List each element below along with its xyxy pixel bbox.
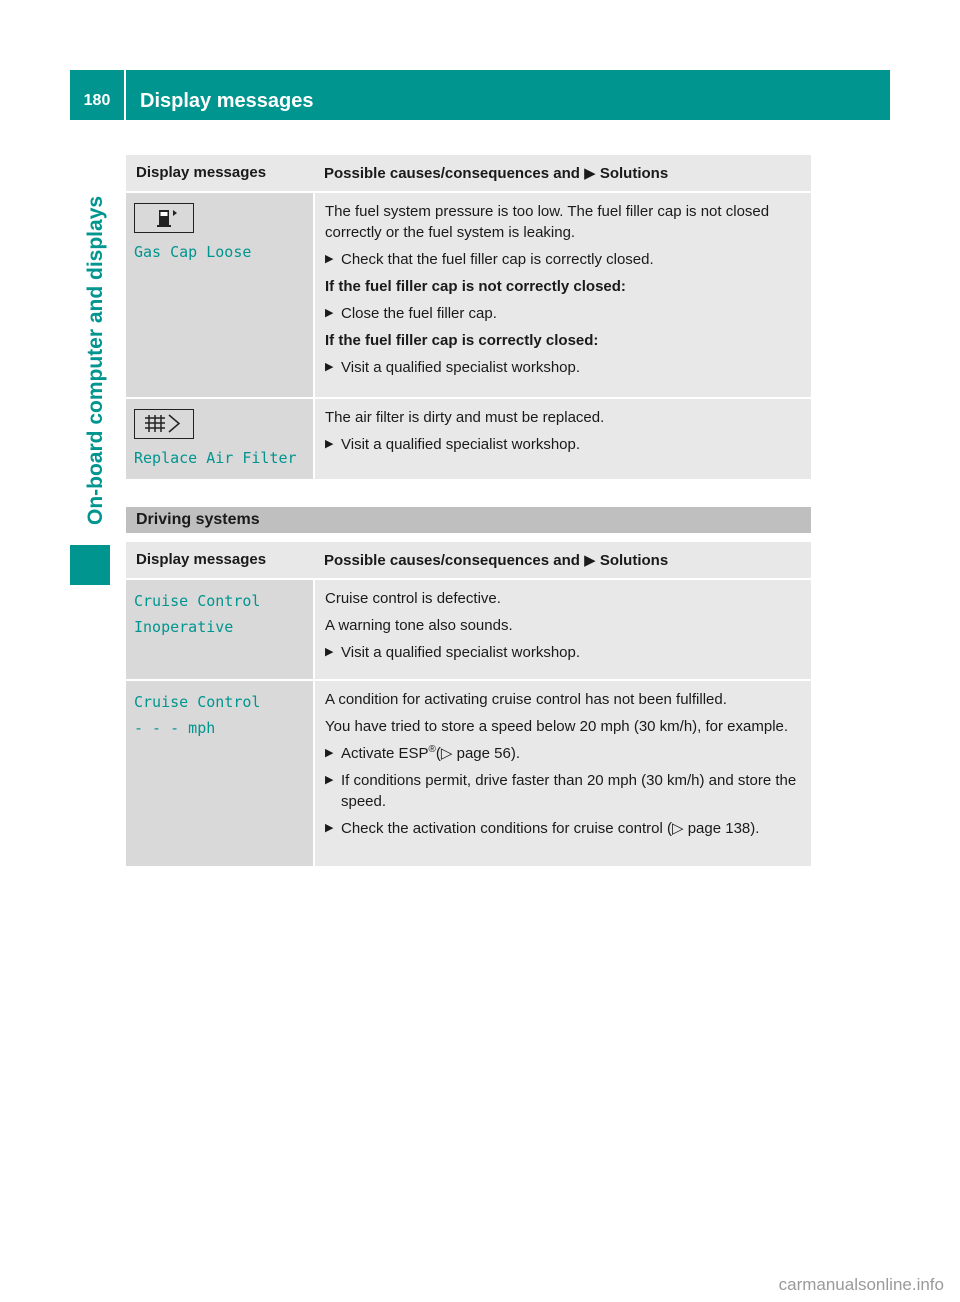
page-reference: (▷ page 56). <box>435 745 521 762</box>
solution-cell <box>314 680 811 866</box>
column-header-display-messages: Display messages <box>126 542 314 579</box>
solution-step <box>325 434 801 455</box>
solution-step <box>325 743 801 764</box>
step-text: Close the fuel filler cap. <box>341 305 497 322</box>
message-text: Gas Cap Loose <box>134 243 252 261</box>
message-text: Replace Air Filter <box>134 449 297 467</box>
step-arrow-icon: ▶ <box>325 438 334 450</box>
step-arrow-icon: ▶ <box>325 774 334 786</box>
solution-step <box>325 303 801 324</box>
table-row <box>126 680 811 866</box>
message-text-line1: Cruise Control <box>134 693 261 711</box>
page-header <box>70 70 890 120</box>
table-header-row <box>126 542 811 579</box>
table-row <box>126 398 811 479</box>
air-filter-icon <box>134 409 194 439</box>
cause-text: The air filter is dirty and must be replaced. <box>325 409 605 426</box>
step-arrow-icon: ▶ <box>325 361 334 373</box>
step-text: If conditions permit, drive faster than 20 mph (30 km/h) and store the speed. <box>341 772 797 810</box>
display-messages-table <box>126 155 811 479</box>
solution-cell <box>314 579 811 680</box>
column-header-solutions-text: Solutions <box>599 552 669 569</box>
watermark-text: carmanualsonline.info <box>778 1275 944 1294</box>
page-title: Display messages <box>140 89 314 112</box>
step-arrow-icon: ▶ <box>325 307 334 319</box>
cause-text: You have tried to store a speed below 20 mph (30 km/h), for example. <box>325 718 789 735</box>
table-row <box>126 192 811 398</box>
solutions-arrow-icon: ▶ <box>584 165 596 182</box>
page-number: 180 <box>70 70 126 120</box>
step-text: Check the activation conditions for cruise control (▷ page 138). <box>341 820 760 837</box>
message-text-line1: Cruise Control <box>134 592 261 610</box>
step-arrow-icon: ▶ <box>325 646 334 658</box>
column-header-display-messages: Display messages <box>126 155 314 192</box>
column-header-causes-text: Possible causes/consequences and <box>324 165 580 182</box>
step-arrow-icon: ▶ <box>325 253 334 265</box>
column-header-causes-solutions <box>314 155 811 192</box>
solutions-arrow-icon: ▶ <box>584 552 596 569</box>
step-text <box>341 743 520 764</box>
column-header-solutions-text: Solutions <box>599 165 669 182</box>
table-row <box>126 579 811 680</box>
fuel-pump-icon <box>134 203 194 233</box>
step-text: Visit a qualified specialist workshop. <box>341 359 581 376</box>
chapter-marker <box>70 545 110 585</box>
step-text: Check that the fuel filler cap is correctly closed. <box>341 251 654 268</box>
step-text: Visit a qualified specialist workshop. <box>341 644 581 661</box>
cause-text: A warning tone also sounds. <box>325 617 513 634</box>
column-header-causes-text: Possible causes/consequences and <box>324 552 580 569</box>
registered-mark: ® <box>428 744 436 755</box>
condition-heading: If the fuel filler cap is not correctly closed: <box>325 278 626 295</box>
solution-cell <box>314 192 811 398</box>
solution-step <box>325 642 801 663</box>
message-cell <box>126 680 314 866</box>
cause-text: Cruise control is defective. <box>325 590 501 607</box>
step-text: Visit a qualified specialist workshop. <box>341 436 581 453</box>
solution-step <box>325 818 801 839</box>
column-header-causes-solutions <box>314 542 811 579</box>
solution-step <box>325 357 801 378</box>
condition-heading: If the fuel filler cap is correctly closed: <box>325 332 599 349</box>
message-text-line2: - - - mph <box>134 719 216 737</box>
driving-systems-table <box>126 542 811 866</box>
solution-step <box>325 770 801 812</box>
step-arrow-icon: ▶ <box>325 747 334 759</box>
solution-step <box>325 249 801 270</box>
cause-text: A condition for activating cruise control has not been fulfilled. <box>325 691 727 708</box>
step-text-part: Activate ESP <box>341 745 429 762</box>
message-cell <box>126 398 314 479</box>
solution-cell <box>314 398 811 479</box>
table-header-row <box>126 155 811 192</box>
message-text-line2: Inoperative <box>134 618 234 636</box>
section-heading: Driving systems <box>126 507 811 533</box>
chapter-side-label: On-board computer and displays <box>84 195 107 525</box>
message-cell <box>126 192 314 398</box>
message-cell <box>126 579 314 680</box>
cause-text: The fuel system pressure is too low. The fuel filler cap is not closed correctly or the fuel system is leaking. <box>325 203 770 241</box>
step-arrow-icon: ▶ <box>325 822 334 834</box>
